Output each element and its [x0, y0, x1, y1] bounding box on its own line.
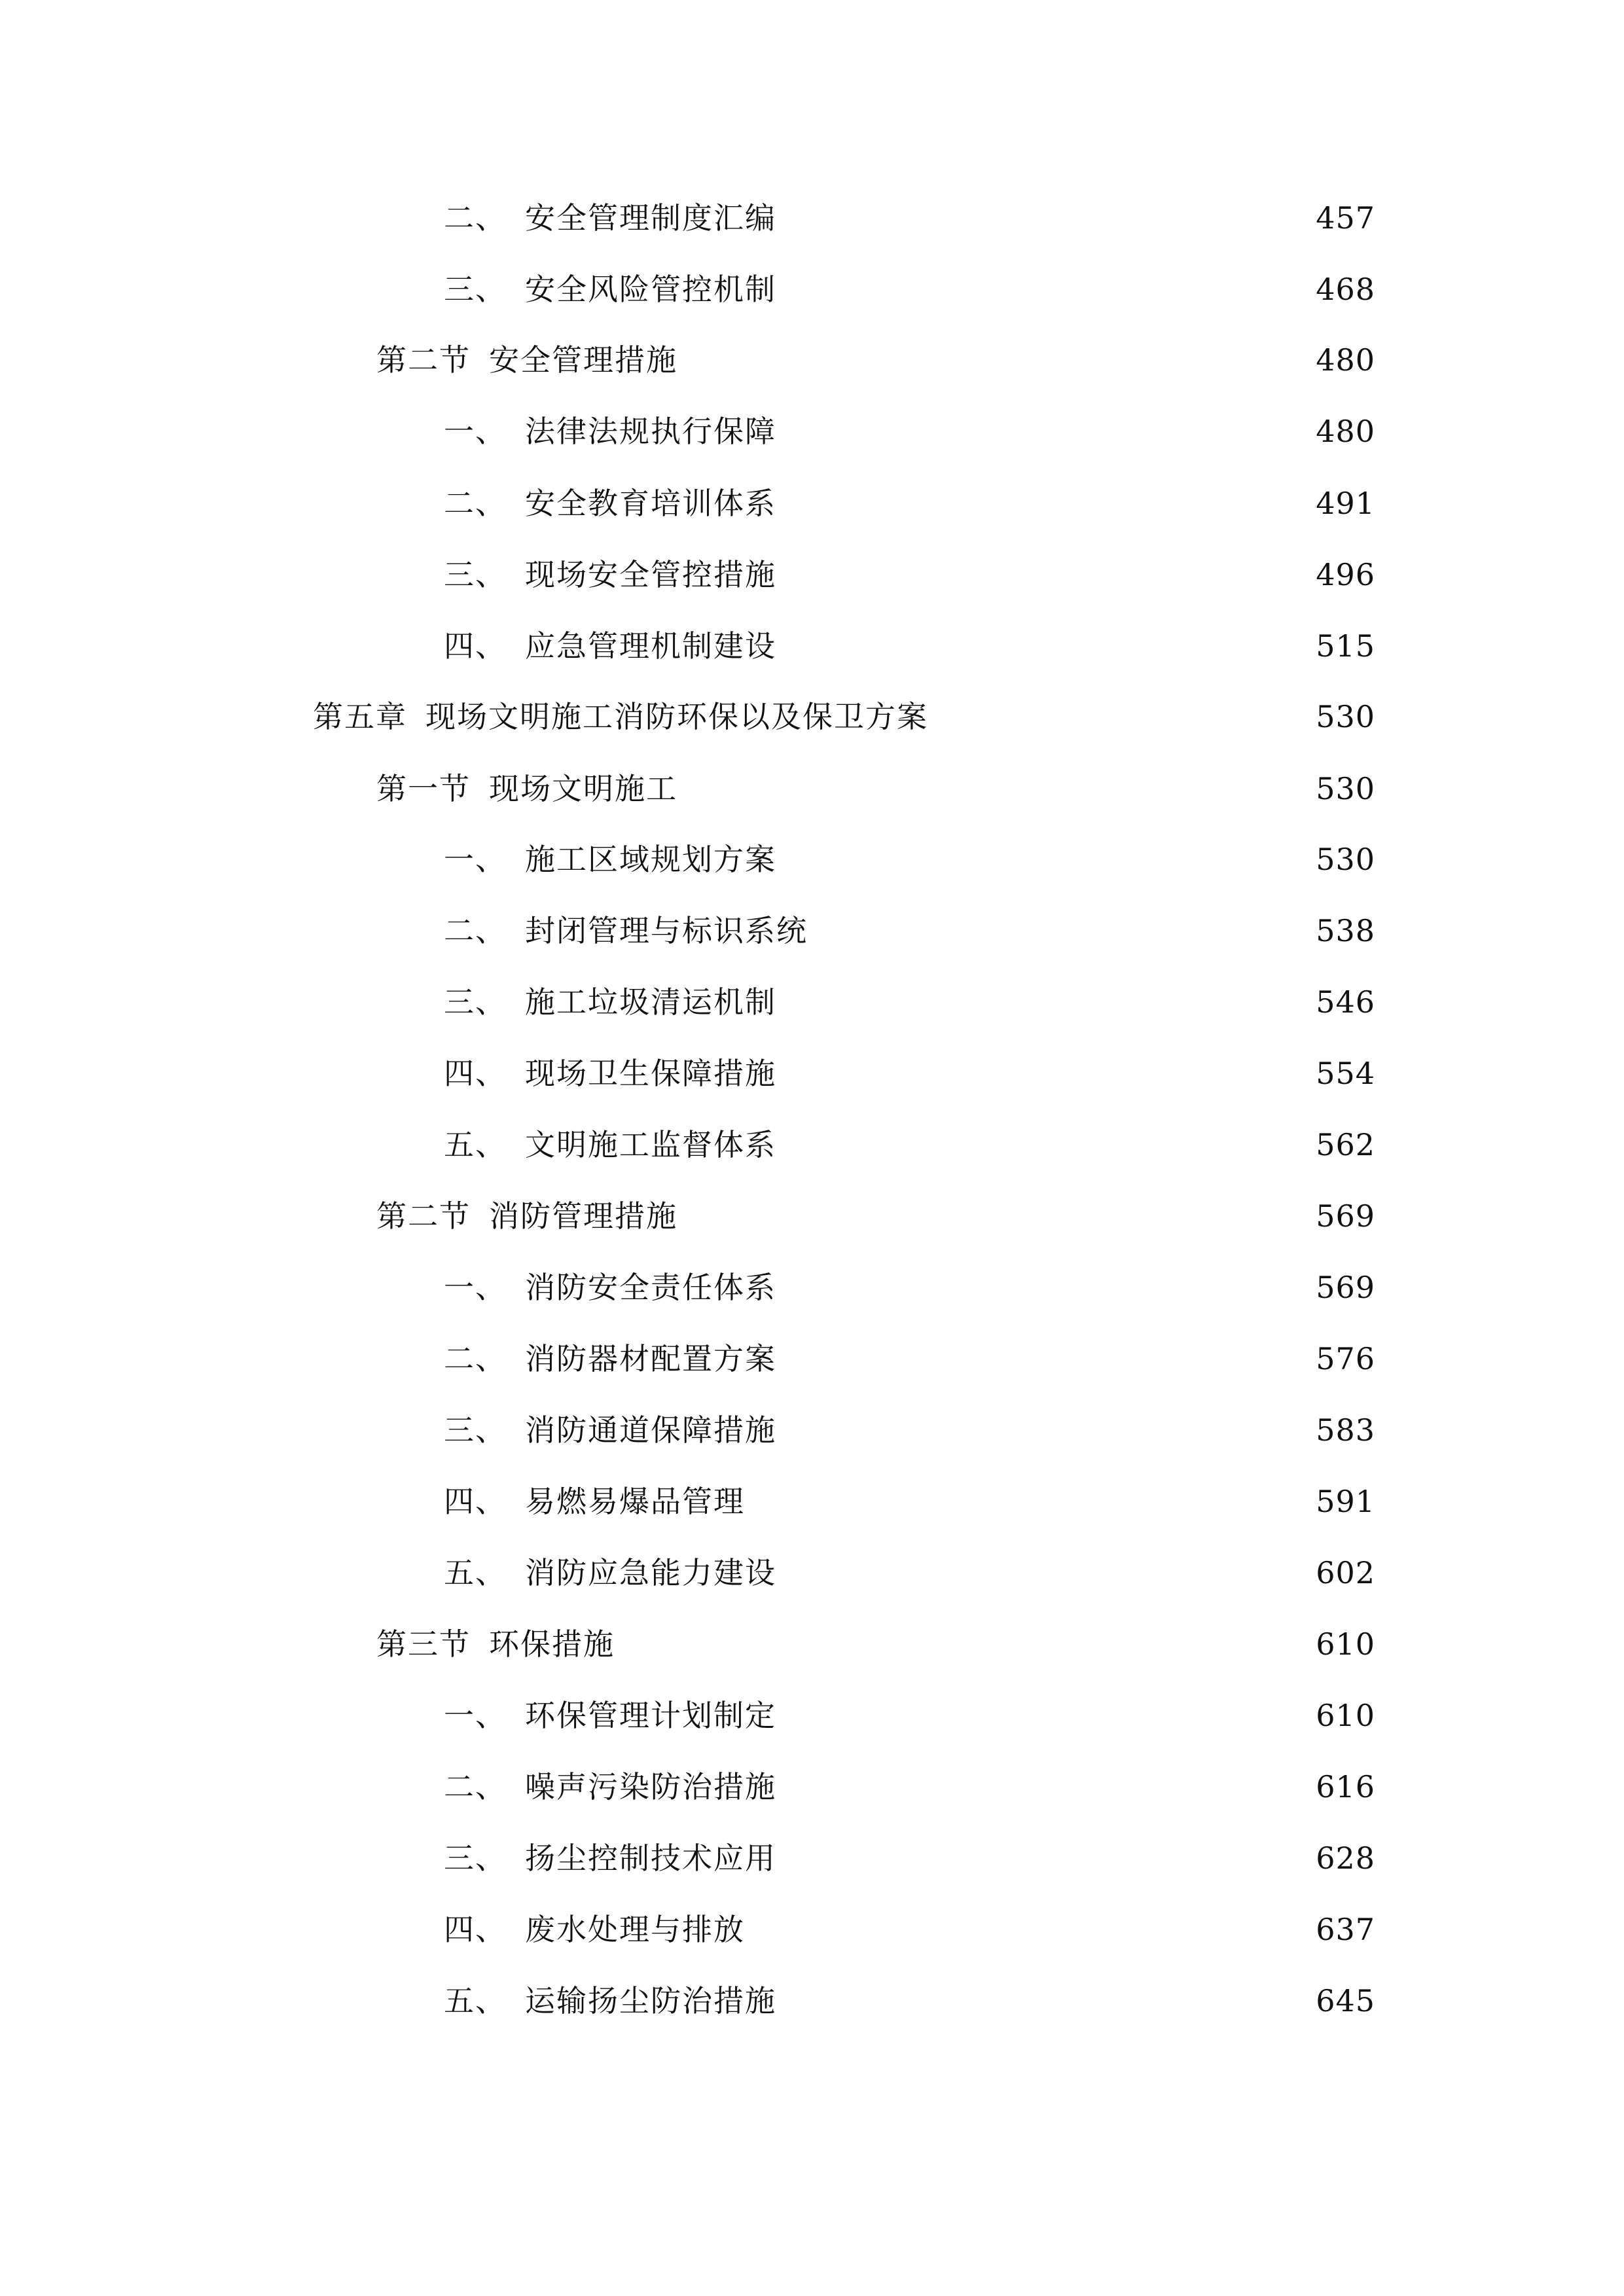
- toc-entry-title: 应急管理机制建设: [525, 628, 776, 664]
- toc-entry-title: 消防安全责任体系: [525, 1270, 776, 1305]
- toc-entry[interactable]: [0, 1543, 1624, 1602]
- toc-entry-page-number: 468: [1316, 272, 1375, 307]
- toc-entry-title: 易燃易爆品管理: [525, 1484, 745, 1519]
- toc-entry[interactable]: [0, 1615, 1624, 1674]
- dot-leader: [785, 474, 1303, 533]
- toc-entry[interactable]: [0, 1829, 1624, 1888]
- toc-entry-page-number: 602: [1316, 1555, 1375, 1590]
- toc-entry-page-number: 480: [1316, 342, 1375, 378]
- toc-entry-page-number: 569: [1316, 1270, 1375, 1305]
- toc-entry-prefix: 一、: [444, 1270, 507, 1305]
- dot-leader: [785, 1686, 1303, 1745]
- toc-entry-title: 安全风险管控机制: [525, 272, 776, 307]
- toc-entry-title: 现场卫生保障措施: [525, 1056, 776, 1091]
- toc-entry-prefix: 第三节: [376, 1626, 471, 1662]
- toc-entry-prefix: 二、: [444, 913, 507, 948]
- toc-entry-page-number: 591: [1316, 1484, 1375, 1519]
- toc-entry[interactable]: [0, 1971, 1624, 2030]
- toc-entry-title: 封闭管理与标识系统: [525, 913, 808, 948]
- toc-entry[interactable]: [0, 1686, 1624, 1745]
- toc-entry-page-number: 538: [1316, 913, 1375, 948]
- dot-leader: [687, 1187, 1303, 1246]
- toc-entry-title: 消防器材配置方案: [525, 1341, 776, 1376]
- toc-entry-page-number: 576: [1316, 1341, 1375, 1376]
- toc-entry-title: 消防应急能力建设: [525, 1555, 776, 1590]
- toc-entry[interactable]: [0, 1115, 1624, 1174]
- toc-entry[interactable]: [0, 545, 1624, 604]
- toc-entry-prefix: 三、: [444, 1840, 507, 1876]
- dot-leader: [785, 1258, 1303, 1317]
- toc-entry[interactable]: [0, 1044, 1624, 1103]
- toc-entry-page-number: 530: [1316, 771, 1375, 806]
- toc-entry-prefix: 第二节: [376, 1198, 471, 1234]
- toc-entry-title: 文明施工监督体系: [525, 1127, 776, 1162]
- toc-entry-page-number: 554: [1316, 1056, 1375, 1091]
- toc-entry[interactable]: [0, 331, 1624, 389]
- toc-entry-page-number: 610: [1316, 1698, 1375, 1733]
- toc-entry[interactable]: [0, 188, 1624, 247]
- toc-entry-prefix: 二、: [444, 1769, 507, 1804]
- toc-entry-prefix: 一、: [444, 414, 507, 449]
- toc-entry-page-number: 569: [1316, 1198, 1375, 1234]
- dot-leader: [785, 188, 1303, 247]
- toc-entry-title: 噪声污染防治措施: [525, 1769, 776, 1804]
- toc-entry-prefix: 第五章: [313, 699, 407, 734]
- toc-entry[interactable]: [0, 1329, 1624, 1388]
- toc-entry-title: 现场安全管控措施: [525, 557, 776, 592]
- dot-leader: [785, 1971, 1303, 2030]
- toc-entry-page-number: 496: [1316, 557, 1375, 592]
- toc-entry[interactable]: [0, 1401, 1624, 1460]
- toc-entry-title: 安全管理措施: [489, 342, 677, 378]
- toc-entry-prefix: 五、: [444, 1127, 507, 1162]
- toc-entry-prefix: 三、: [444, 1412, 507, 1448]
- toc-entry-page-number: 583: [1316, 1412, 1375, 1448]
- toc-entry-title: 现场文明施工: [489, 771, 677, 806]
- dot-leader: [785, 617, 1303, 675]
- toc-entry-title: 消防通道保障措施: [525, 1412, 776, 1448]
- toc-entry-prefix: 三、: [444, 557, 507, 592]
- toc-entry[interactable]: [0, 1472, 1624, 1531]
- dot-leader: [785, 973, 1303, 1031]
- toc-entry[interactable]: [0, 759, 1624, 818]
- toc-entry-title: 环保措施: [489, 1626, 615, 1662]
- toc-entry[interactable]: [0, 973, 1624, 1031]
- toc-entry-prefix: 五、: [444, 1983, 507, 2018]
- toc-entry-prefix: 一、: [444, 842, 507, 877]
- toc-entry-prefix: 第二节: [376, 342, 471, 378]
- toc-entry-prefix: 二、: [444, 1341, 507, 1376]
- toc-entry-page-number: 530: [1316, 842, 1375, 877]
- toc-entry-title: 法律法规执行保障: [525, 414, 776, 449]
- toc-entry-title: 施工垃圾清运机制: [525, 984, 776, 1020]
- toc-entry-page-number: 616: [1316, 1769, 1375, 1804]
- toc-entry-title: 安全管理制度汇编: [525, 200, 776, 236]
- toc-entry[interactable]: [0, 474, 1624, 533]
- toc-entry-title: 现场文明施工消防环保以及保卫方案: [425, 699, 928, 734]
- toc-entry-page-number: 546: [1316, 984, 1375, 1020]
- toc-entry-prefix: 二、: [444, 486, 507, 521]
- toc-entry-title: 消防管理措施: [489, 1198, 677, 1234]
- toc-entry-prefix: 四、: [444, 1484, 507, 1519]
- dot-leader: [785, 1543, 1303, 1602]
- dot-leader: [687, 331, 1303, 389]
- toc-entry-page-number: 562: [1316, 1127, 1375, 1162]
- toc-entry-prefix: 四、: [444, 1912, 507, 1947]
- toc-entry-page-number: 480: [1316, 414, 1375, 449]
- dot-leader: [624, 1615, 1303, 1674]
- toc-entry[interactable]: [0, 830, 1624, 889]
- dot-leader: [785, 1115, 1303, 1174]
- toc-entry[interactable]: [0, 617, 1624, 675]
- toc-entry-page-number: 530: [1316, 699, 1375, 734]
- toc-entry-title: 运输扬尘防治措施: [525, 1983, 776, 2018]
- dot-leader: [937, 687, 1303, 746]
- toc-entry-prefix: 一、: [444, 1698, 507, 1733]
- toc-entry-prefix: 第一节: [376, 771, 471, 806]
- toc-entry-page-number: 515: [1316, 628, 1375, 664]
- toc-entry-title: 施工区域规划方案: [525, 842, 776, 877]
- toc-entry-prefix: 二、: [444, 200, 507, 236]
- toc-entry[interactable]: [0, 1258, 1624, 1317]
- toc-entry-page-number: 628: [1316, 1840, 1375, 1876]
- dot-leader: [785, 1757, 1303, 1816]
- dot-leader: [754, 1900, 1303, 1959]
- toc-entry-page-number: 610: [1316, 1626, 1375, 1662]
- dot-leader: [785, 545, 1303, 604]
- toc-entry-prefix: 五、: [444, 1555, 507, 1590]
- toc-entry[interactable]: [0, 402, 1624, 461]
- toc-entry-title: 扬尘控制技术应用: [525, 1840, 776, 1876]
- dot-leader: [785, 1044, 1303, 1103]
- toc-entry[interactable]: [0, 260, 1624, 319]
- dot-leader: [817, 901, 1303, 960]
- dot-leader: [785, 1329, 1303, 1388]
- toc-entry-title: 安全教育培训体系: [525, 486, 776, 521]
- toc-entry-page-number: 491: [1316, 486, 1375, 521]
- dot-leader: [785, 1401, 1303, 1460]
- toc-entry-title: 废水处理与排放: [525, 1912, 745, 1947]
- dot-leader: [785, 1829, 1303, 1888]
- toc-entry[interactable]: [0, 1187, 1624, 1246]
- toc-entry-prefix: 三、: [444, 272, 507, 307]
- dot-leader: [785, 402, 1303, 461]
- toc-entry[interactable]: [0, 1757, 1624, 1816]
- toc-entry[interactable]: [0, 1900, 1624, 1959]
- toc-entry[interactable]: [0, 687, 1624, 746]
- dot-leader: [785, 830, 1303, 889]
- dot-leader: [785, 260, 1303, 319]
- dot-leader: [754, 1472, 1303, 1531]
- dot-leader: [687, 759, 1303, 818]
- toc-entry-page-number: 645: [1316, 1983, 1375, 2018]
- toc-entry-title: 环保管理计划制定: [525, 1698, 776, 1733]
- toc-entry-page-number: 457: [1316, 200, 1375, 236]
- toc-entry[interactable]: [0, 901, 1624, 960]
- toc-entry-prefix: 三、: [444, 984, 507, 1020]
- toc-entry-prefix: 四、: [444, 1056, 507, 1091]
- toc-entry-prefix: 四、: [444, 628, 507, 664]
- toc-entry-page-number: 637: [1316, 1912, 1375, 1947]
